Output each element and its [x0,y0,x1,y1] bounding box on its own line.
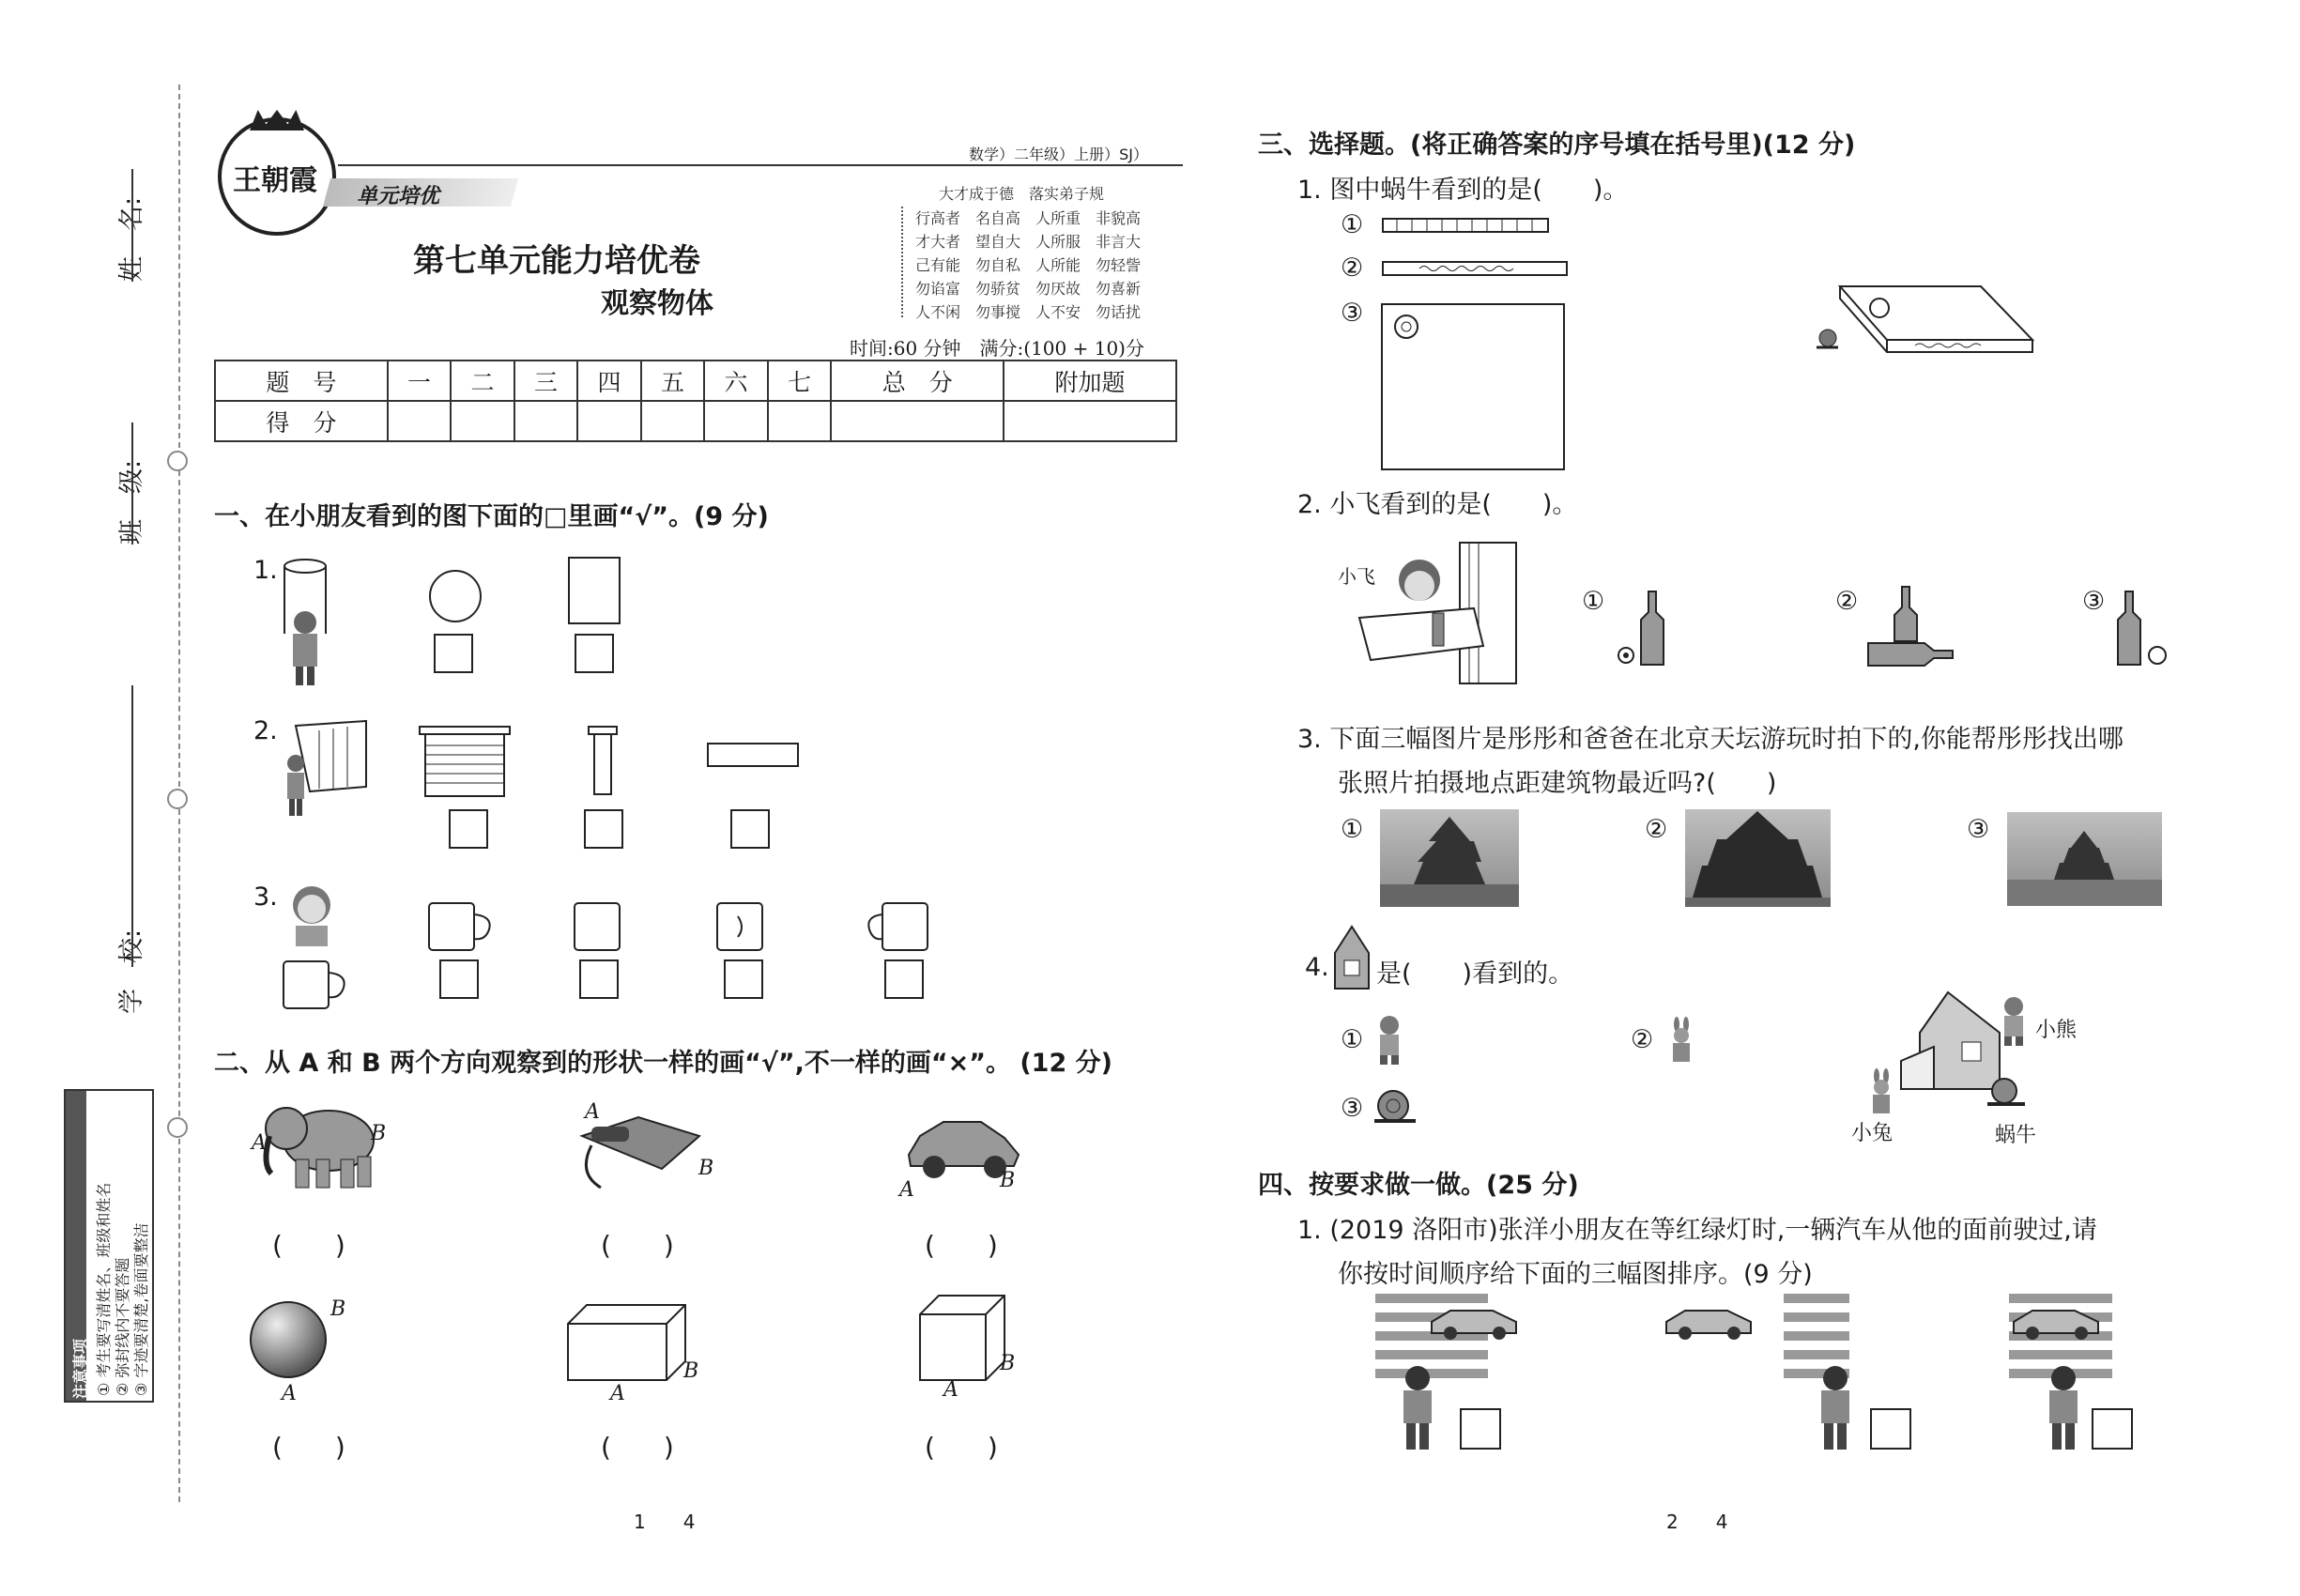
answer-paren[interactable]: ( ) [925,1432,998,1463]
score-cell[interactable] [768,401,832,441]
notice-1: ① 考生要写清姓名、班级和姓名 [95,1182,113,1396]
cylinder-with-child-icon [282,559,329,690]
bottle-lying-icon [1868,587,1957,667]
mug-side-icon [715,899,767,954]
brand-logo [218,117,336,236]
score-cell[interactable] [641,401,705,441]
answer-checkbox[interactable] [724,959,763,999]
option-2: ② [1835,587,1859,616]
motto-line: 才大者 望自大 人所服 非言大 [915,233,1142,251]
label-b: B [698,1157,714,1180]
table-header-cell: 题 号 [215,361,388,401]
mug-front-icon [573,899,624,954]
option-3: ③ [2082,587,2106,616]
option-2: ② [1341,253,1364,283]
slatted-front-view-icon [418,725,512,800]
page-title: 第七单元能力培优卷 [413,242,700,280]
option2-side-view-icon [1382,261,1570,278]
boy-at-table-icon [1352,543,1521,683]
xiaofei-label: 小飞 [1338,565,1375,588]
mug-icon [427,899,498,954]
answer-checkbox[interactable] [575,634,614,673]
table-header-cell: 附加题 [1004,361,1176,401]
option-3: ③ [1341,299,1364,328]
answer-paren[interactable]: ( ) [272,1432,345,1463]
notice-title: 注意事项 [71,1338,89,1399]
rabbit-option-icon [1664,1019,1701,1070]
mug-icon [282,958,352,1012]
house-side-icon [1333,925,1371,990]
option-1: ① [1341,815,1364,844]
table-header-cell: 二 [451,361,514,401]
order-answer-box[interactable] [2092,1408,2133,1450]
rabbit-icon [1863,1070,1901,1122]
label-b: B [1000,1352,1016,1375]
table-header-cell: 七 [768,361,832,401]
answer-paren[interactable]: ( ) [601,1230,674,1261]
bear-icon [1995,995,2032,1047]
question-4-text: 是( )看到的。 [1376,959,1574,989]
class-label: 班 级: [117,459,146,545]
answer-checkbox[interactable] [439,959,479,999]
option-1: ① [1341,210,1364,239]
notice-3: ③ 字迹要清楚,卷面要整洁 [132,1222,150,1396]
time-score: 时间:60 分钟 满分:(100 + 10)分 [850,337,1144,360]
option-1: ① [1582,587,1605,616]
option1-side-view-icon [1382,218,1551,235]
class-line[interactable] [131,422,133,545]
question-2: 2. 小飞看到的是( )。 [1297,490,1578,519]
temple-photo-3 [2007,812,2162,906]
option-1: ① [1341,1025,1364,1054]
question-4-1-line1: 1. (2019 洛阳市)张洋小朋友在等红绿灯时,一辆汽车从他的面前驶过,请 [1297,1216,2097,1245]
answer-checkbox[interactable] [579,959,619,999]
school-label: 学 校: [117,928,146,1014]
answer-paren[interactable]: ( ) [272,1230,345,1261]
score-cell[interactable] [514,401,578,441]
section2-heading: 二、从 A 和 B 两个方向观察到的形状一样的画“√”,不一样的画“×”。 (12 分) [214,1049,1112,1078]
section4-heading: 四、按要求做一做。(25 分) [1258,1171,1579,1200]
cabinet-with-child-icon [282,721,371,834]
label-a: A [282,1382,297,1405]
table-header-cell: 四 [577,361,641,401]
cuboid-icon [563,1300,690,1385]
table-header-cell: 一 [388,361,452,401]
snail-option-icon [1372,1082,1419,1128]
school-line[interactable] [131,685,133,967]
page-subtitle: 观察物体 [601,287,713,320]
option-3: ③ [1967,815,1990,844]
cube-icon [915,1291,1009,1385]
table-header-cell: 六 [704,361,768,401]
snail-label: 蜗牛 [1995,1124,2037,1147]
temple-photo-2 [1685,809,1831,907]
question-3-line2: 张照片拍摄地点距建筑物最近吗?( ) [1338,769,1777,798]
option-2: ② [1645,815,1668,844]
page-number-right: 2 4 [1666,1511,1728,1533]
table-header-cell: 三 [514,361,578,401]
table-row-label: 得 分 [215,401,388,441]
score-cell[interactable] [577,401,641,441]
score-cell[interactable] [388,401,452,441]
motto-title: 大才成于德 落实弟子规 [939,185,1105,203]
order-answer-box[interactable] [1870,1408,1911,1450]
label-b: B [1000,1169,1016,1192]
answer-paren[interactable]: ( ) [601,1432,674,1463]
name-label: 姓 名: [117,196,146,282]
question-number: 3. [253,882,278,912]
rabbit-label: 小兔 [1851,1122,1894,1145]
mug-reversed-icon [862,899,932,954]
binding-hole-icon [167,451,188,471]
elephant-icon [249,1098,390,1192]
question-number: 2. [253,716,278,745]
answer-checkbox[interactable] [584,809,623,849]
motto-line: 勿谄富 勿骄贫 勿厌故 勿喜新 [915,280,1142,298]
sphere-icon [249,1300,333,1385]
answer-checkbox[interactable] [449,809,488,849]
bear-option-icon [1371,1014,1408,1066]
header-rule [338,164,1183,166]
label-a: A [610,1382,625,1405]
binding-hole-icon [167,1117,188,1138]
score-cell[interactable] [831,401,1004,441]
label-a: A [252,1131,267,1155]
page-number-left: 1 4 [634,1511,696,1533]
bottle-and-ball-icon [1615,591,1671,667]
answer-checkbox[interactable] [434,634,473,673]
notice-2: ② 弥封线内不要答题 [114,1257,131,1396]
order-answer-box[interactable] [1460,1408,1501,1450]
label-b: B [371,1122,387,1145]
bear-label: 小熊 [2035,1019,2078,1042]
name-line[interactable] [131,169,133,282]
board-with-snail-icon [1812,282,2037,376]
answer-checkbox[interactable] [884,959,924,999]
side-view-icon [587,725,620,800]
subject-tags: 数学）二年级）上册）SJ） [969,146,1148,163]
brand-text: 王朝霞 [233,164,317,197]
rectangle-view-icon [567,556,623,626]
motto-line: 行高者 名自高 人所重 非貌高 [915,209,1142,227]
circle-view-icon [427,568,483,624]
binding-hole-icon [167,789,188,809]
top-view-icon [706,742,800,770]
label-a: A [899,1178,914,1202]
motto-line: 人不闲 勿事搅 人不安 勿话扰 [915,303,1142,321]
temple-photo-1 [1380,809,1519,907]
table-header-cell: 五 [641,361,705,401]
option-2: ② [1631,1025,1654,1054]
label-b: B [683,1359,699,1383]
option-3: ③ [1341,1094,1364,1123]
option3-top-view-icon [1380,302,1568,471]
crosswalk-scene-2 [1662,1294,1849,1453]
question-1: 1. 图中蜗牛看到的是( )。 [1297,176,1629,205]
notice-box [64,1089,154,1403]
question-4: 4. [1305,953,1329,982]
question-number: 1. [253,556,278,585]
label-b: B [330,1297,346,1321]
section3-heading: 三、选择题。(将正确答案的序号填在括号里)(12 分) [1258,130,1856,160]
question-3-line1: 3. 下面三幅图片是彤彤和爸爸在北京天坛游玩时拍下的,你能帮彤彤找出哪 [1297,725,2124,754]
label-a: A [585,1100,600,1124]
label-a: A [943,1378,958,1402]
banner-label: 单元培优 [357,185,440,208]
child-face-icon [286,882,338,948]
question-4-1-line2: 你按时间顺序给下面的三幅图排序。(9 分) [1338,1260,1813,1289]
motto-rule [901,207,903,317]
section1-heading: 一、在小朋友看到的图下面的□里画“√”。(9 分) [214,502,769,531]
answer-paren[interactable]: ( ) [925,1230,998,1261]
score-cell[interactable] [704,401,768,441]
answer-checkbox[interactable] [730,809,770,849]
score-table [214,360,1177,442]
bottle-ball-right-icon [2110,591,2167,667]
table-header-cell: 总 分 [831,361,1004,401]
motto-line: 己有能 勿自私 人所能 勿轻訾 [915,256,1142,274]
snail-icon [1986,1070,2028,1113]
score-cell[interactable] [1004,401,1176,441]
score-cell[interactable] [451,401,514,441]
